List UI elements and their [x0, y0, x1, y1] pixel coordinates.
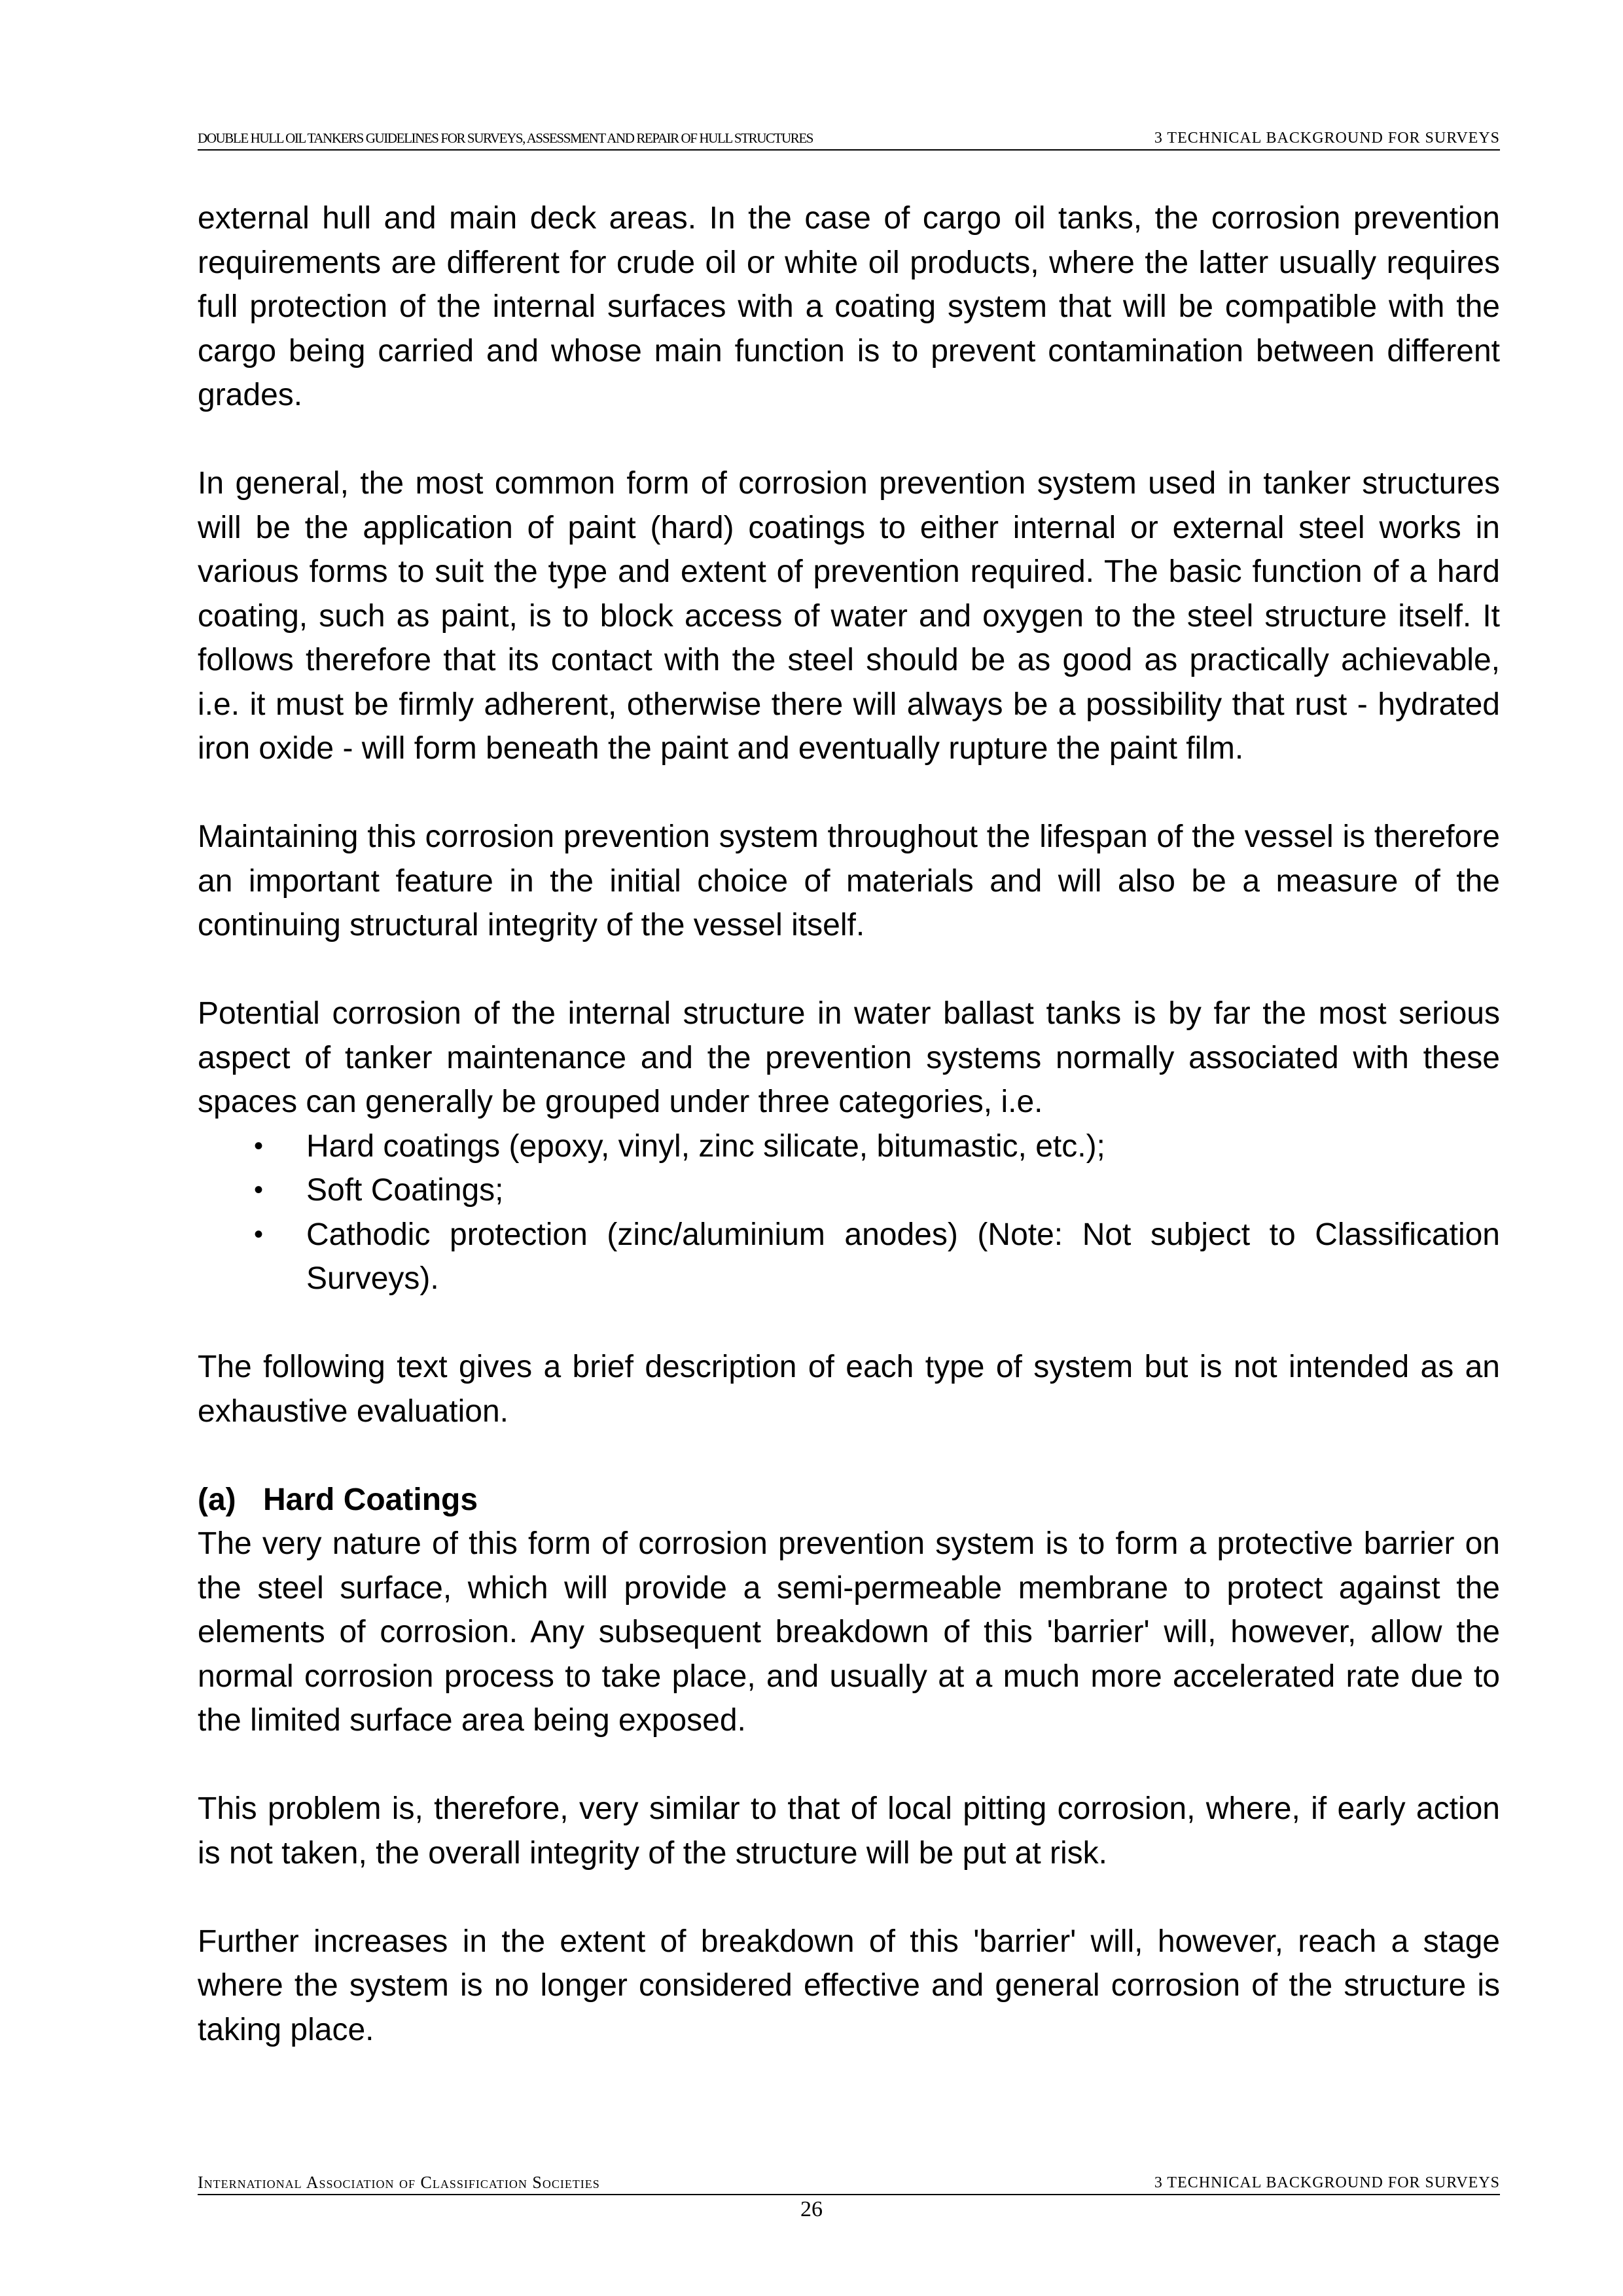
page-number: 26 [800, 2197, 823, 2221]
bullet-marker: • [254, 1219, 264, 1249]
paragraph-hard-coatings-general: In general, the most common form of corrosion prevention system used in tanker structures will be the application of paint (hard) coatings to either internal or external steel works in various forms to suit the type and extent of prevention required. The basic function of a hard coating, such as paint, is to block access of water and oxygen to the steel structure itself. It follows therefore that its contact with the steel should be as good as practically achievable, i.e. it must be firmly adherent, otherwise there will always be a possibility that rust - hydrated iron oxide - will form beneath the paint and eventually rupture the paint film. [198, 466, 1500, 766]
section-title: Hard Coatings [263, 1482, 478, 1517]
list-item-text: Hard coatings (epoxy, vinyl, zinc silicate, bitumastic, etc.); [306, 1128, 1105, 1164]
paragraph-ballast-tanks: Potential corrosion of the internal structure in water ballast tanks is by far the most serious aspect of tanker maintenance and the prevention systems normally associated with these spaces can generally be grouped under three categories, i.e. [198, 996, 1500, 1119]
paragraph-pitting-comparison: This problem is, therefore, very similar to that of local pitting corrosion, where, if early action is not taken, the overall integrity of the structure will be put at risk. [198, 1791, 1500, 1871]
paragraph-maintaining-system: Maintaining this corrosion prevention system throughout the lifespan of the vessel is therefore an important feature in the initial choice of materials and will also be a measure of the continuing structural integrity of the vessel itself. [198, 819, 1500, 942]
footer-organization: International Association of Classification Societies [198, 2173, 600, 2192]
paragraph-cargo-tanks: external hull and main deck areas. In the case of cargo oil tanks, the corrosion prevention requirements are different for crude oil or white oil products, where the latter usually requires full protection of the internal surfaces with a coating system that will be compatible with the cargo being carried and whose main function is to prevent contamination between different grades. [198, 201, 1500, 412]
running-header [198, 128, 1500, 151]
footer-chapter-title: 3 TECHNICAL BACKGROUND FOR SURVEYS [1154, 2174, 1500, 2191]
paragraph-following-text: The following text gives a brief description of each type of system but is not intended as an exhaustive evaluation. [198, 1350, 1500, 1429]
paragraph-barrier-nature: The very nature of this form of corrosion prevention system is to form a protective barrier on the steel surface, which will provide a semi-permeable membrane to protect against the elements of corrosion. Any subsequent breakdown of this 'barrier' will, however, allow the normal corrosion process to take place, and usually at a much more accelerated rate due to the limited surface area being exposed. [198, 1526, 1500, 1738]
list-item-text: Cathodic protection (zinc/aluminium anodes) (Note: Not subject to Classification Surveys). [306, 1217, 1500, 1296]
bullet-marker: • [254, 1175, 264, 1204]
header-chapter-title: 3 TECHNICAL BACKGROUND FOR SURVEYS [1154, 130, 1500, 147]
header-document-title: DOUBLE HULL OIL TANKERS GUIDELINES FOR SURVEYS, ASSESSMENT AND REPAIR OF HULL STRUCTURES [198, 130, 813, 146]
paragraph-further-breakdown: Further increases in the extent of breakdown of this 'barrier' will, however, reach a stage where the system is no longer considered effective and general corrosion of the structure is taking place. [198, 1924, 1500, 2047]
list-item [198, 1124, 1500, 1169]
list-item [198, 1213, 1500, 1301]
section-heading-hard-coatings [198, 1478, 1500, 1522]
bullet-marker: • [254, 1131, 264, 1160]
list-item-text: Soft Coatings; [306, 1173, 504, 1208]
prevention-categories-list [198, 1124, 1500, 1301]
list-item [198, 1168, 1500, 1213]
running-footer [198, 2172, 1500, 2195]
section-label: (a) [198, 1482, 236, 1517]
page-body [198, 196, 1500, 2052]
